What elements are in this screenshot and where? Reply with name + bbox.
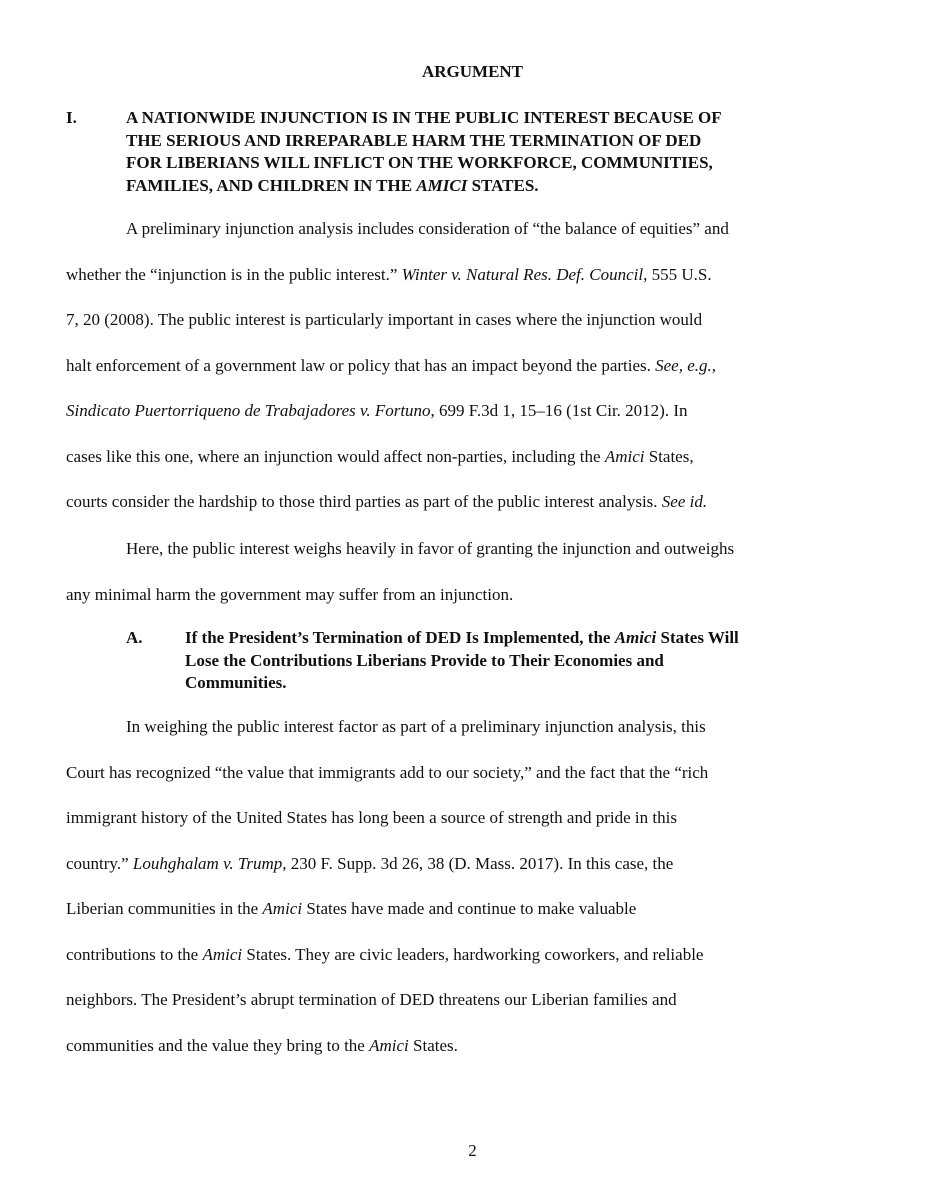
paragraph-line: immigrant history of the United States has long been a source of strength and pride in this [66, 808, 677, 827]
page-number: 2 [468, 1141, 477, 1160]
paragraph-line: neighbors. The President’s abrupt termination of DED threatens our Liberian families and [66, 990, 677, 1009]
text: communities and the value they bring to the [66, 1035, 370, 1055]
text: , 699 F.3d 1, 15–16 (1st Cir. 2012). In [430, 401, 688, 420]
paragraph-line: Here, the public interest weighs heavily in favor of granting the injunction and outweighs [126, 539, 735, 558]
text: States, [644, 446, 694, 466]
title-italic-amici: Amici [614, 628, 657, 647]
title-text: If the President’s Termination of DED Is Implemented, the [185, 628, 615, 647]
paragraph-2 [66, 526, 846, 617]
section-A-title [185, 627, 845, 695]
title-italic-amici: AMICI [416, 175, 468, 195]
text: cases like this one, where an injunction would affect non-parties, including the [66, 446, 605, 466]
section-A-number: A. [126, 628, 143, 647]
text: States have made and continue to make valuable [302, 899, 637, 918]
paragraph-line [66, 1023, 846, 1069]
paragraph-line [66, 886, 846, 932]
section-A-title-line [185, 627, 845, 650]
text: Liberian communities in the [66, 899, 263, 918]
case-citation: Sindicato Puertorriqueno de Trabajadores v. Fortuno [66, 401, 431, 420]
argument-heading: ARGUMENT [421, 62, 524, 81]
text: , [711, 355, 717, 375]
paragraph-3 [66, 704, 846, 1068]
paragraph-line [66, 479, 846, 525]
paragraph-line: any minimal harm the government may suffer from an injunction. [66, 584, 514, 604]
section-A-title-line: Communities. [185, 673, 287, 692]
text: courts consider the hardship to those third parties as part of the public interest analysis. [66, 492, 662, 511]
paragraph-line [66, 252, 846, 298]
paragraph-line: In weighing the public interest factor as part of a preliminary injunction analysis, this [126, 717, 706, 736]
italic-amici: Amici [262, 899, 303, 918]
paragraph-line [66, 388, 846, 434]
case-citation: Winter v. Natural Res. Def. Council [401, 264, 644, 284]
section-I-title-line: FOR LIBERIANS WILL INFLICT ON THE WORKFORCE, COMMUNITIES, [126, 153, 713, 172]
section-A-title-line: Lose the Contributions Liberians Provide to Their Economies and [185, 650, 664, 670]
section-I-title-line: THE SERIOUS AND IRREPARABLE HARM THE TERMINATION OF DED [126, 130, 702, 150]
title-text: STATES. [467, 175, 539, 195]
section-I-title-line [126, 175, 886, 198]
italic-amici: Amici [604, 446, 645, 466]
paragraph-line: A preliminary injunction analysis includes consideration of “the balance of equities” and [126, 219, 729, 238]
paragraph-1 [66, 206, 846, 525]
text: country.” [66, 853, 133, 873]
case-citation: Louhghalam v. Trump [132, 853, 283, 873]
paragraph-line [66, 841, 846, 887]
signal-italic: See, e.g. [655, 355, 712, 375]
paragraph-line [66, 932, 846, 978]
text: whether the “injunction is in the public interest.” [66, 264, 402, 284]
section-I-number: I. [66, 108, 77, 127]
section-I-title [126, 107, 886, 197]
text: States. [408, 1035, 458, 1055]
section-I-title-line: A NATIONWIDE INJUNCTION IS IN THE PUBLIC INTEREST BECAUSE OF [126, 108, 722, 127]
title-text: States Will [656, 628, 739, 647]
text: , 230 F. Supp. 3d 26, 38 (D. Mass. 2017). In this case, the [282, 853, 674, 873]
italic-amici: Amici [202, 944, 243, 964]
paragraph-line [66, 343, 846, 389]
text: contributions to the [66, 944, 203, 964]
signal-italic: See id. [661, 492, 708, 511]
text: halt enforcement of a government law or policy that has an impact beyond the parties. [66, 355, 656, 375]
paragraph-line [66, 434, 846, 480]
title-text: FAMILIES, AND CHILDREN IN THE [126, 175, 417, 195]
text: , 555 U.S. [643, 264, 712, 284]
paragraph-line: 7, 20 (2008). The public interest is particularly important in cases where the injunction would [66, 310, 703, 329]
italic-amici: Amici [369, 1035, 409, 1055]
paragraph-line: Court has recognized “the value that immigrants add to our society,” and the fact that the “rich [66, 762, 709, 782]
text: States. They are civic leaders, hardworking coworkers, and reliable [242, 944, 704, 964]
